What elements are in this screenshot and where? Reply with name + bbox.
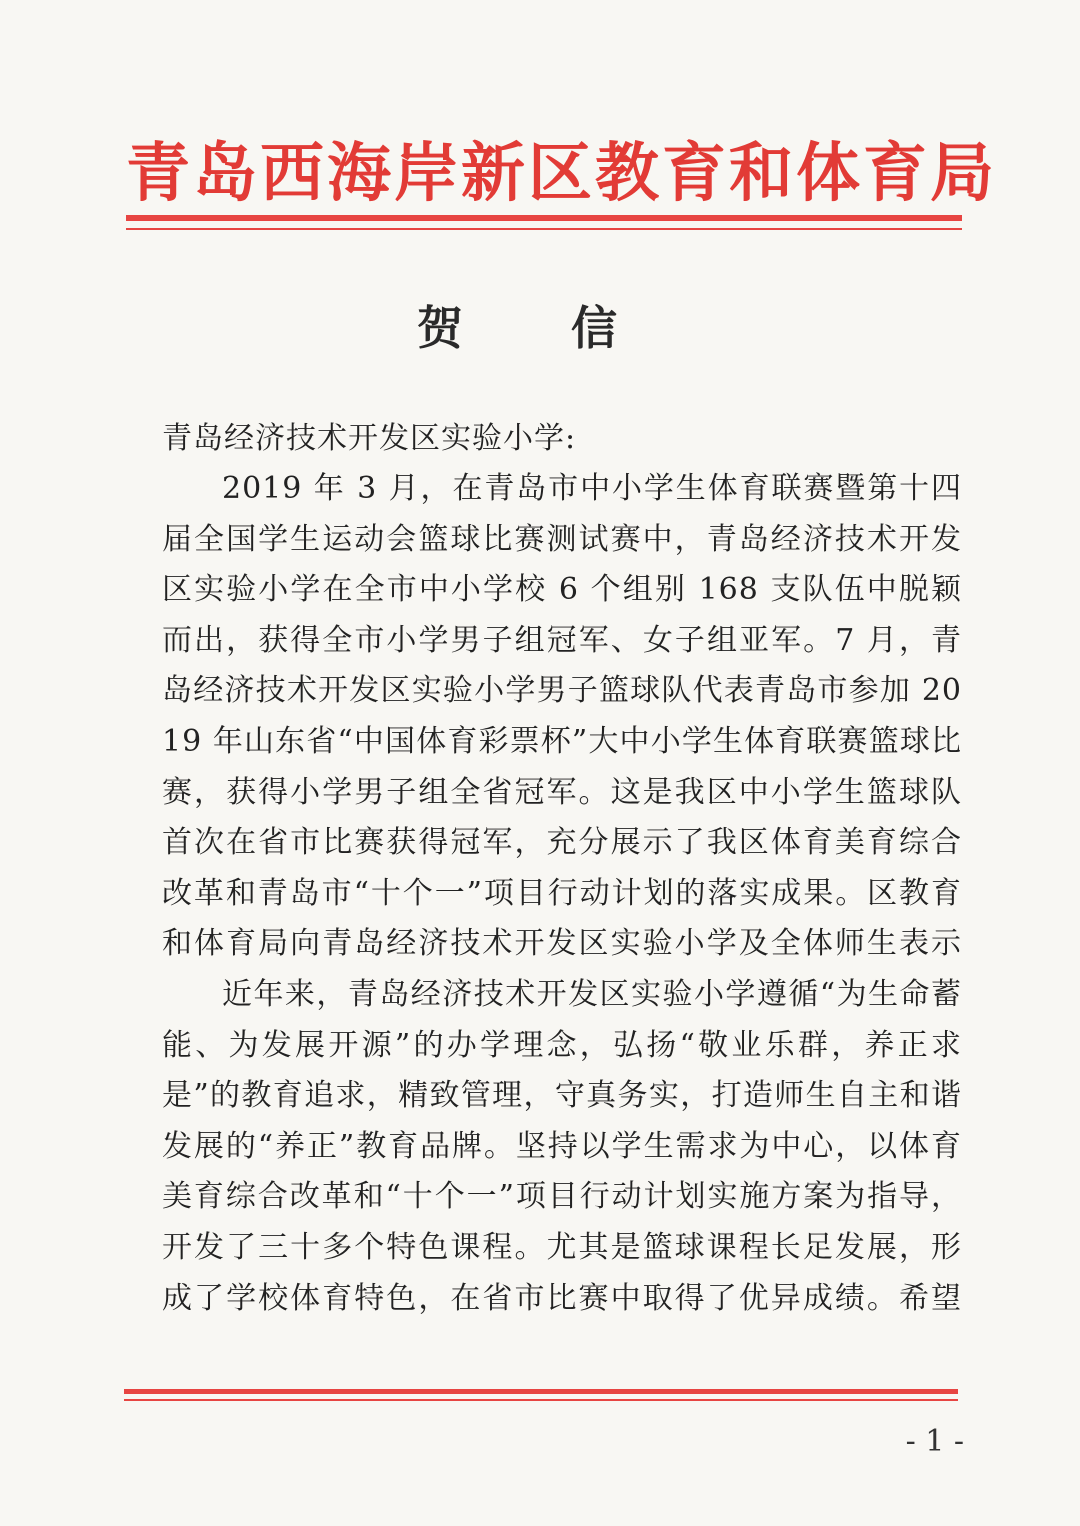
- footer-red-rule-thin: [124, 1399, 958, 1401]
- body-paragraph-1: 2019 年 3 月，在青岛市中小学生体育联赛暨第十四届全国学生运动会篮球比赛测试赛中，青岛经济技术开发区实验小学在全市中小学校 6 个组别 168 支队伍中脱颖而出，获得全市小学男子组冠军、女子组亚军。7 月，青岛经济技术开发区实验小学男子篮球队代表青岛市参加 2019 年山东省“中国体育彩票杯”大中小学生体育联赛篮球比赛，获得小学男子组全省冠军。这是我区中小学生篮球队首次在省市比赛获得冠军，充分展示了我区体育美育综合改革和青岛市“十个一”项目行动计划的落实成果。区教育和体育局向青岛经济技术开发区实验小学及全体师生表示: [162, 471, 962, 962]
- body-paragraph-2: 近年来，青岛经济技术开发区实验小学遵循“为生命蓄能、为发展开源”的办学理念，弘扬“敬业乐群，养正求是”的教育追求，精致管理，守真务实，打造师生自主和谐发展的“养正”教育品牌。坚持以学生需求为中心，以体育美育综合改革和“十个一”项目行动计划实施方案为指导，开发了三十多个特色课程。尤其是篮球课程长足发展，形成了学校体育特色，在省市比赛中取得了优异成绩。希望: [162, 977, 962, 1316]
- document-title: 贺 信: [416, 301, 663, 355]
- letterhead-red-rule-thin: [126, 228, 962, 230]
- recipient-line: 青岛经济技术开发区实验小学:: [162, 421, 577, 456]
- footer-red-rule-thick: [124, 1389, 958, 1394]
- page-number: - 1 -: [905, 1424, 964, 1459]
- letterhead-title: 青岛西海岸新区教育和体育局: [126, 136, 997, 211]
- letterhead-red-rule-thick: [126, 215, 962, 221]
